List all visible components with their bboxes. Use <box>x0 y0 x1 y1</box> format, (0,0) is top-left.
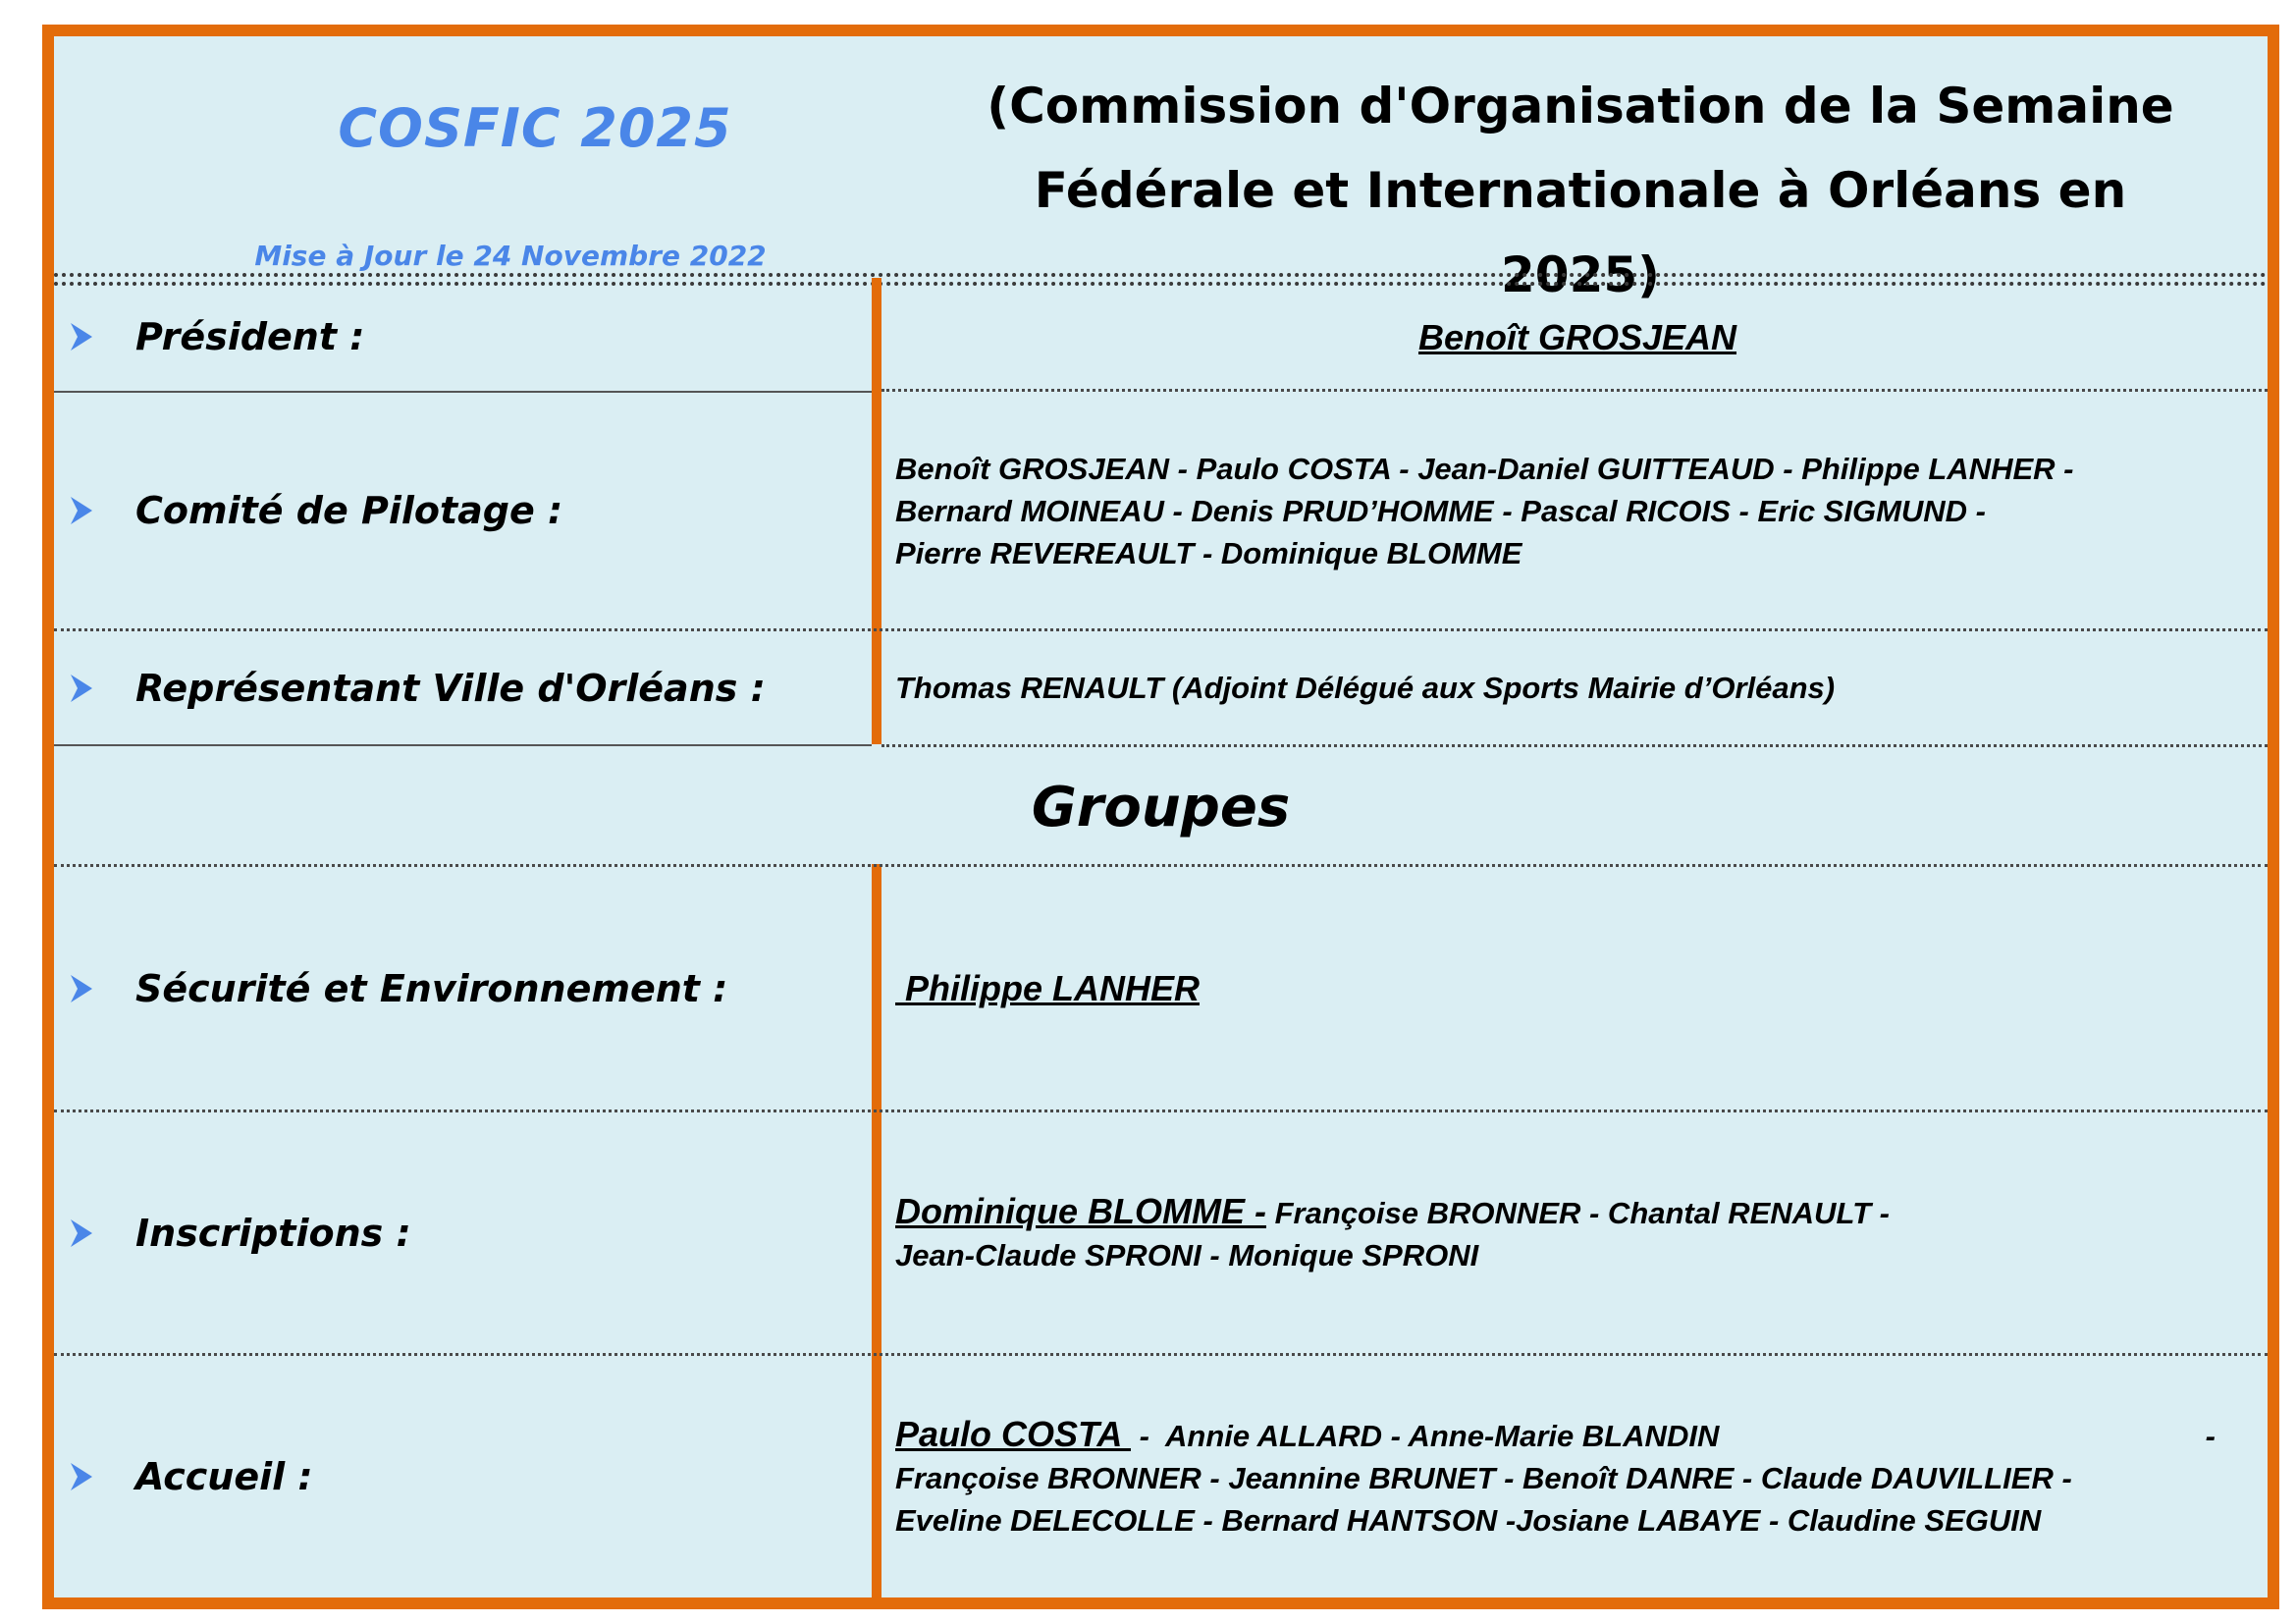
member-line: Françoise BRONNER - Jeannine BRUNET - Benoît DANRE - Claude DAUVILLIER - <box>895 1460 2072 1495</box>
securite-label: Sécurité et Environnement : <box>135 966 728 1010</box>
groups-title: Groupes <box>1031 776 1291 839</box>
inscriptions-members <box>895 1190 1890 1276</box>
accueil-value-cell <box>895 1356 2260 1597</box>
title-line: 2025) <box>1500 246 1660 303</box>
chevron-right-icon <box>71 1463 92 1490</box>
header-divider <box>54 273 2268 277</box>
comite-row <box>54 393 869 628</box>
chevron-right-icon <box>71 975 92 1002</box>
president-label: Président : <box>135 315 365 358</box>
row-divider <box>881 389 2268 392</box>
document-title <box>898 64 2263 317</box>
inscriptions-label: Inscriptions : <box>135 1211 411 1255</box>
member-line: Eveline DELECOLLE - Bernard HANTSON -Josiane LABAYE - Claudine SEGUIN <box>895 1502 2042 1538</box>
president-name: Benoît GROSJEAN <box>1417 316 1737 357</box>
ville-representative: Thomas RENAULT (Adjoint Délégué aux Sports Mairie d’Orléans) <box>895 671 1836 705</box>
member-line: Pierre REVEREAULT - Dominique BLOMME <box>895 535 1522 570</box>
chevron-right-icon <box>71 323 92 351</box>
member-line: Benoît GROSJEAN - Paulo COSTA - Jean-Daniel GUITTEAUD - Philippe LANHER - <box>895 451 2074 486</box>
president-row <box>54 285 869 389</box>
chevron-right-icon <box>71 675 92 702</box>
ville-label: Représentant Ville d'Orléans : <box>135 666 766 710</box>
title-line: Fédérale et Internationale à Orléans en <box>1034 162 2127 219</box>
org-name: COSFIC 2025 <box>338 97 732 159</box>
update-date: Mise à Jour le 24 Novembre 2022 <box>254 240 767 272</box>
inscriptions-row <box>54 1112 869 1353</box>
comite-value-cell <box>895 393 2260 628</box>
member-line: Françoise BRONNER - Chantal RENAULT - <box>1274 1195 1890 1230</box>
row-divider <box>54 744 872 746</box>
securite-value-cell <box>895 867 2260 1110</box>
securite-lead: Philippe LANHER <box>895 967 1201 1008</box>
accueil-lead: Paulo COSTA <box>895 1413 1132 1454</box>
member-line: Jean-Claude SPRONI - Monique SPRONI <box>895 1237 1479 1272</box>
ville-value-cell <box>895 631 2260 744</box>
accueil-label: Accueil : <box>135 1455 313 1498</box>
securite-row <box>54 867 869 1110</box>
accueil-row <box>54 1356 869 1597</box>
row-divider <box>881 744 2268 747</box>
title-line: (Commission d'Organisation de la Semaine <box>987 78 2174 135</box>
comite-members <box>895 448 2073 574</box>
chevron-right-icon <box>71 497 92 524</box>
column-separator <box>872 864 881 1597</box>
line-trail: - <box>2205 1418 2216 1453</box>
member-line: - Annie ALLARD - Anne-Marie BLANDIN <box>1139 1418 1720 1453</box>
column-separator <box>872 278 881 744</box>
comite-label: Comité de Pilotage : <box>135 489 563 532</box>
president-value-cell <box>895 285 2260 389</box>
accueil-members <box>895 1413 2216 1542</box>
chevron-right-icon <box>71 1219 92 1247</box>
inscriptions-lead: Dominique BLOMME - <box>895 1190 1266 1231</box>
member-line: Bernard MOINEAU - Denis PRUD’HOMME - Pascal RICOIS - Eric SIGMUND - <box>895 493 1987 528</box>
inscriptions-value-cell <box>895 1112 2260 1353</box>
ville-row <box>54 631 869 744</box>
page-frame <box>42 25 2279 1609</box>
